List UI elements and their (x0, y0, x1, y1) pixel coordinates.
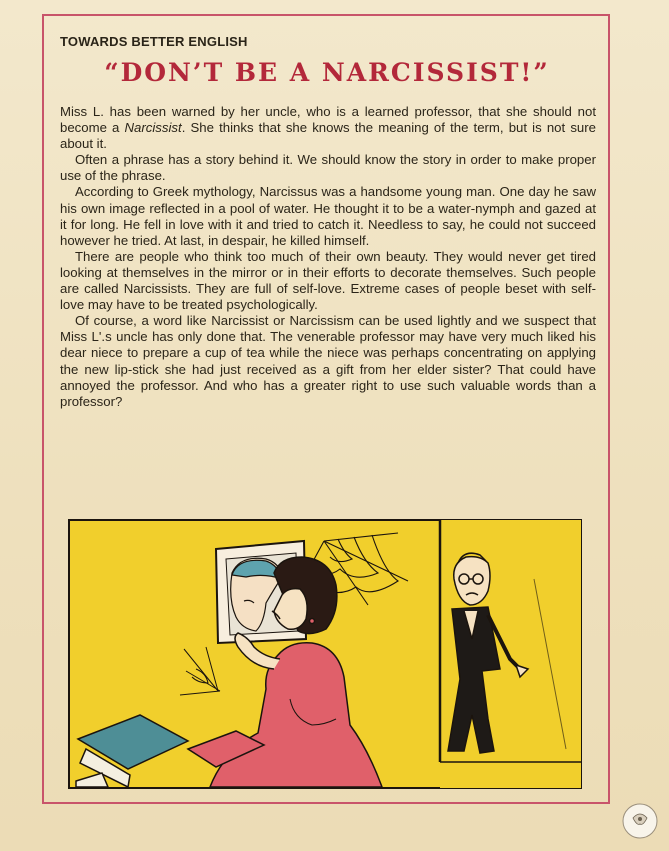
watermark-stamp-icon (621, 802, 659, 840)
cartoon-illustration (68, 519, 582, 789)
article-body (60, 104, 596, 410)
paragraph-1: Miss L. has been warned by her uncle, who is a learned professor, that she should not become a Narcissist. She thinks that she knows the meaning of the term, but is not sure about it. (60, 104, 596, 152)
paragraph-2: Often a phrase has a story behind it. We should know the story in order to make proper use of the phrase. (60, 152, 596, 184)
paragraph-4: There are people who think too much of their own beauty. They would never get tired looking at themselves in the mirror or in their efforts to decorate themselves. Such people are called Narcissists. They are full of self-love. Extreme cases of people beset with self-love may have to be treated psychologically. (60, 248, 596, 313)
paragraph-5: Of course, a word like Narcissist or Narcissism can be used lightly and we suspect that Miss L'.s uncle has only done that. The venerable professor may have very much liked his dear niece to prepare a cup of tea while the niece was perhaps concentrating on applying the new lip-stick she had just received as a gift from her elder sister? That could have annoyed the professor. And who has a greater right to use such valuable words than a professor? (60, 313, 596, 409)
article-headline: “DON’T BE A NARCISSIST!” (104, 58, 550, 87)
section-kicker: TOWARDS BETTER ENGLISH (60, 34, 248, 49)
paragraph-3: According to Greek mythology, Narcissus was a handsome young man. One day he saw his own image reflected in a pool of water. He thought it to be a water-nymph and gazed at it for long. He fell in love with it and tried to catch it. Needless to say, he could not succeed however he tried. At last, in despair, he killed himself. (60, 184, 596, 248)
narcissist-term: Narcissist (124, 120, 182, 136)
